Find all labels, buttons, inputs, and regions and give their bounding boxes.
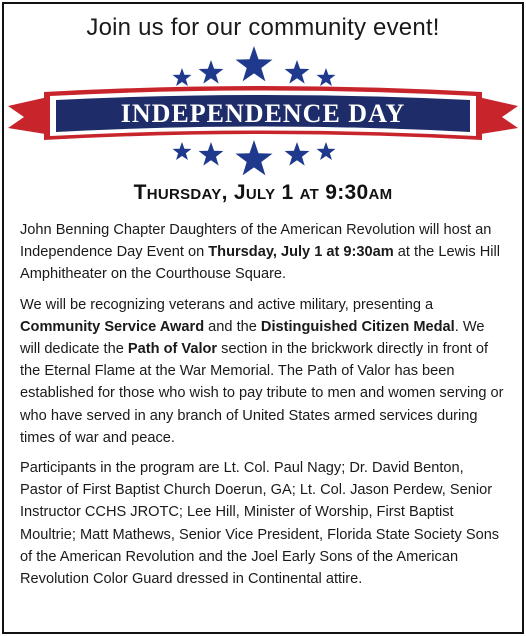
star-icon <box>173 68 192 86</box>
paragraph-text: section in the brickwork directly in front of the Eternal Flame at the War Memorial. The Path of Valor has been established for those who wish to pay tribute to men and women serving or who have served in any branch of United States armed services during times of war and peace. <box>20 341 504 446</box>
banner-title: INDEPENDENCE DAY <box>120 99 406 128</box>
star-icon <box>199 60 224 84</box>
paragraph-text: and the <box>204 318 261 335</box>
star-icon <box>236 140 273 175</box>
paragraph-recognition <box>20 294 506 449</box>
distinguished-citizen-medal: Distinguished Citizen Medal <box>260 318 455 335</box>
paragraph-text: at the Lewis Hill Amphitheater on the Courthouse Square. <box>20 244 500 283</box>
star-icon <box>317 142 336 160</box>
event-date-bold: Thursday, July 1 at 9:30am <box>208 244 394 261</box>
event-description <box>20 219 506 598</box>
bottom-stars <box>173 140 336 175</box>
paragraph-text: . We will dedicate the <box>20 318 485 358</box>
event-date-heading: Thursday, July 1 at 9:30am <box>133 181 393 204</box>
independence-day-banner <box>0 40 526 190</box>
paragraph-text: John Benning Chapter Daughters of the American Revolution will host an Independence Day Event on <box>20 222 492 261</box>
top-stars <box>173 46 336 86</box>
star-icon <box>173 142 192 160</box>
star-icon <box>317 68 336 86</box>
paragraph-text: We will be recognizing veterans and active military, presenting a <box>20 296 434 313</box>
star-icon <box>285 142 310 166</box>
star-icon <box>285 60 310 84</box>
paragraph-participants: Participants in the program are Lt. Col. Paul Nagy; Dr. David Benton, Pastor of First Baptist Church Doerun, GA; Lt. Col. Jason Perdew, Senior Instructor CCHS JROTC; Lee Hill, Minister of Worship, First Baptist Moultrie; Matt Mathews, Senior Vice President, Florida State Society Sons of the American Revolution and the Joel Early Sons of the American Revolution Color Guard dressed in Continental attire. <box>20 460 500 588</box>
invitation-headline: Join us for our community event! <box>86 14 440 41</box>
paragraph-host <box>20 219 506 286</box>
community-service-award: Community Service Award <box>20 318 205 335</box>
star-icon <box>199 142 224 166</box>
star-icon <box>236 46 273 81</box>
path-of-valor: Path of Valor <box>127 341 218 358</box>
